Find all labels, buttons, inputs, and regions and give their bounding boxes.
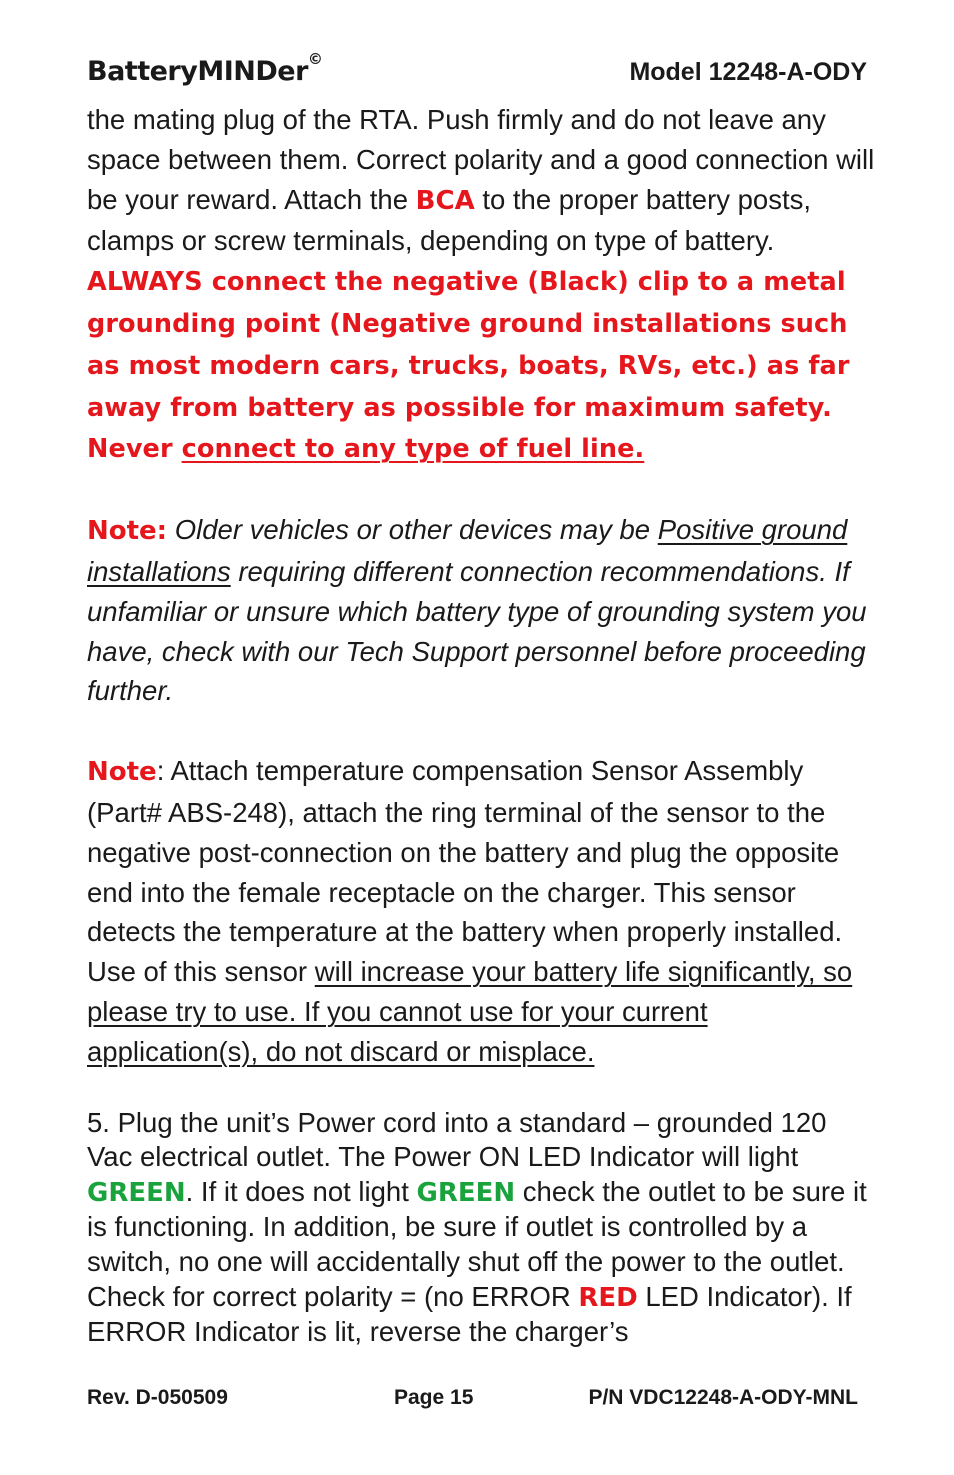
step5-text-2: . If it does not light [185, 1175, 417, 1207]
brand-logo [87, 50, 323, 87]
note2-text: : Attach temperature compensation Sensor Assembly (Part# ABS-248), attach the ring terminal of the sensor to the negative post-connection on the battery and plug the opposite end into the female receptacle on the charger. This sensor detects the temperature at the battery when properly installed. Use of this sensor [87, 755, 843, 988]
brand-name: BatteryMINDer [87, 56, 308, 87]
page-header [87, 50, 867, 96]
revision-number: Rev. D-050509 [87, 1386, 228, 1409]
note-label-1: Note: [87, 516, 168, 547]
note-label-2: Note [87, 757, 157, 788]
sensor-note [87, 751, 877, 1071]
connection-text-1: the mating plug of the RTA. Push firmly and do not leave any space between them. Correct polarity and a good connection will be your reward. Attach the [87, 104, 875, 215]
note1-text-2: requiring different connection recommendations. If unfamiliar or unsure which battery type of grounding system you have, check with our Tech Support personnel before proceeding further. [87, 555, 867, 707]
step5-text-3: check the outlet to be sure it is functioning. In addition, be sure if outlet is controlled by a switch, no one will accidentally shut off the power to the outlet. Check for correct polarity = (no ERROR [87, 1175, 867, 1312]
fuel-line-warning: connect to any type of fuel line. [181, 434, 645, 465]
step5-text-1: 5. Plug the unit’s Power cord into a standard – grounded 120 Vac electrical outlet. The Power ON LED Indicator will light [87, 1106, 827, 1173]
note1-text-1: Older vehicles or other devices may be [167, 514, 658, 546]
positive-ground-note [87, 510, 877, 711]
green-label-2: GREEN [416, 1177, 516, 1208]
note1-underlined: Positive ground installations [87, 514, 848, 587]
bca-highlight: BCA [415, 185, 475, 216]
step5-text-4: LED Indicator). If ERROR Indicator is lit, reverse the charger’s [87, 1280, 852, 1348]
connection-paragraph [87, 100, 877, 470]
page-body [87, 100, 877, 1350]
page-number: Page 15 [394, 1386, 474, 1409]
red-label: RED [578, 1282, 638, 1313]
part-number: P/N VDC12248-A-ODY-MNL [588, 1386, 858, 1409]
note2-underlined: will increase your battery life significantly, so please try to use. If you cannot use for your current application(s), do not discard or misplace. [87, 956, 853, 1067]
connection-text-2: to the proper battery posts, clamps or screw terminals, depending on type of battery. [87, 183, 812, 257]
green-label-1: GREEN [87, 1177, 186, 1208]
copyright-mark: © [307, 50, 323, 68]
model-number: Model 12248-A-ODY [629, 58, 867, 86]
page-footer [87, 1386, 858, 1416]
safety-warning: ALWAYS connect the negative (Black) clip to a metal grounding point (Negative ground installations such as most modern cars, trucks, boats, RVs, etc.) as far away from battery as possible for maximum safety. Never [87, 267, 850, 465]
step-5-paragraph [87, 1106, 877, 1350]
